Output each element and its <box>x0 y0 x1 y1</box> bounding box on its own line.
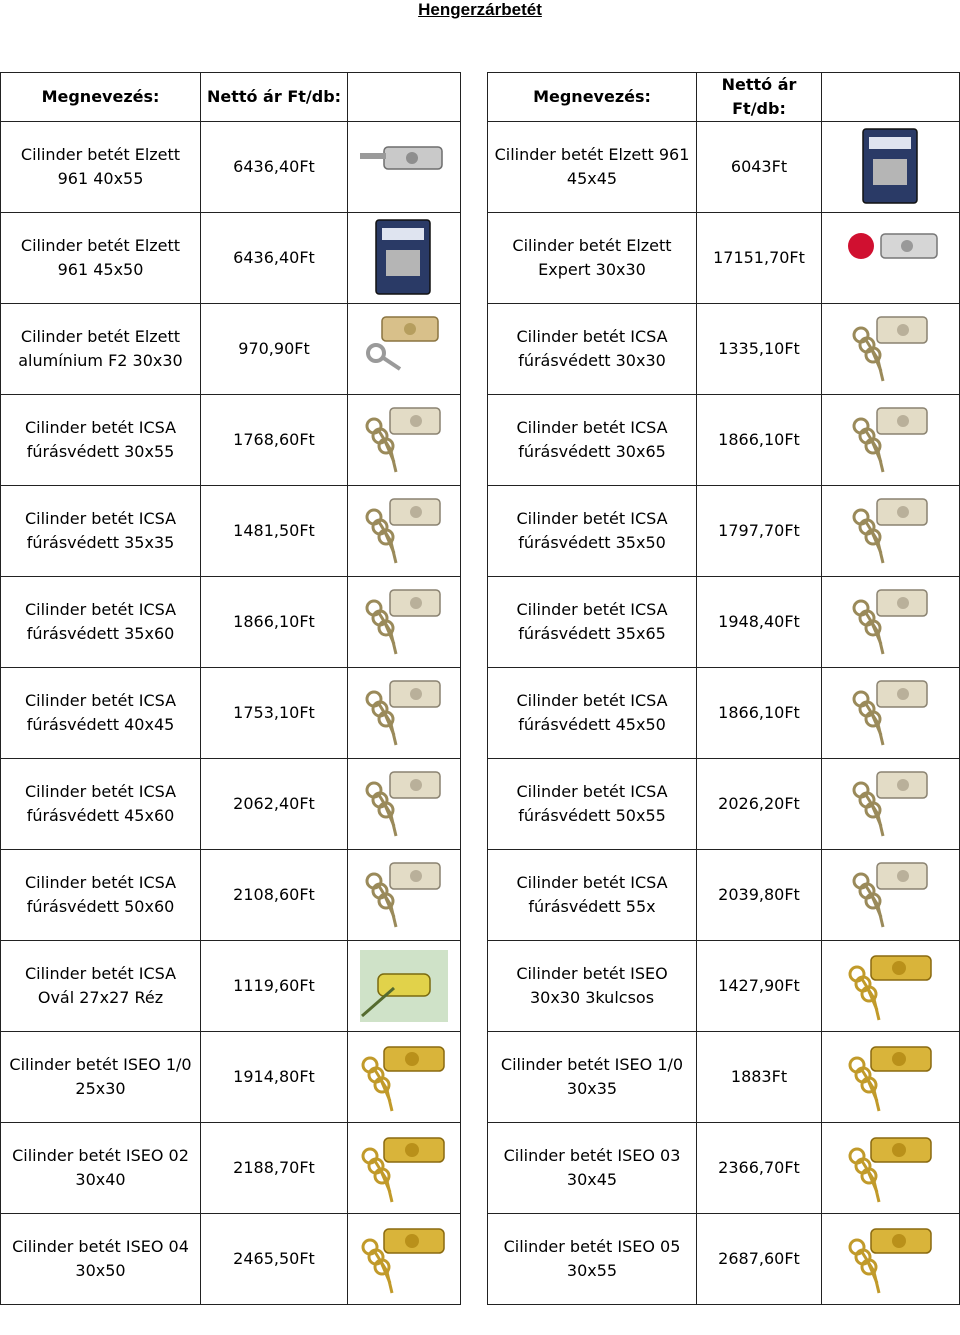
table-row <box>1 486 461 577</box>
lock-cylinder-icon <box>841 580 941 664</box>
table-row <box>1 1032 461 1123</box>
product-price: 2108,60Ft <box>201 850 348 941</box>
product-price: 1481,50Ft <box>201 486 348 577</box>
header-image <box>822 73 960 122</box>
table-header-row <box>1 73 461 122</box>
product-image <box>822 1123 960 1214</box>
lock-cylinder-icon <box>841 853 941 937</box>
lock-cylinder-icon <box>841 125 941 209</box>
table-row <box>488 304 960 395</box>
lock-cylinder-icon <box>354 1126 454 1210</box>
product-image <box>348 1032 461 1123</box>
table-row <box>488 850 960 941</box>
product-price: 1768,60Ft <box>201 395 348 486</box>
product-price: 1335,10Ft <box>697 304 822 395</box>
product-name: Cilinder betét ICSA fúrásvédett 30x30 <box>488 304 697 395</box>
product-image <box>348 759 461 850</box>
lock-cylinder-icon <box>354 1217 454 1301</box>
product-image <box>348 395 461 486</box>
header-name: Megnevezés: <box>488 73 697 122</box>
table-row <box>1 941 461 1032</box>
lock-cylinder-icon <box>841 1035 941 1119</box>
product-name: Cilinder betét ISEO 02 30x40 <box>1 1123 201 1214</box>
table-row <box>488 668 960 759</box>
product-name: Cilinder betét Elzett Expert 30x30 <box>488 213 697 304</box>
lock-cylinder-icon <box>841 1217 941 1301</box>
lock-cylinder-icon <box>354 944 454 1028</box>
lock-cylinder-icon <box>841 307 941 391</box>
table-row <box>1 304 461 395</box>
product-image <box>822 1214 960 1305</box>
product-name: Cilinder betét ICSA Ovál 27x27 Réz <box>1 941 201 1032</box>
table-row <box>1 668 461 759</box>
product-name: Cilinder betét ICSA fúrásvédett 45x50 <box>488 668 697 759</box>
product-image <box>348 486 461 577</box>
table-row <box>488 486 960 577</box>
product-price: 2465,50Ft <box>201 1214 348 1305</box>
table-row <box>488 395 960 486</box>
price-table-right <box>487 72 960 1305</box>
header-price: Nettó ár Ft/db: <box>201 73 348 122</box>
product-image <box>822 668 960 759</box>
table-row <box>488 213 960 304</box>
product-name: Cilinder betét ISEO 05 30x55 <box>488 1214 697 1305</box>
product-name: Cilinder betét ICSA fúrásvédett 30x65 <box>488 395 697 486</box>
product-image <box>822 486 960 577</box>
product-price: 2366,70Ft <box>697 1123 822 1214</box>
product-name: Cilinder betét ICSA fúrásvédett 45x60 <box>1 759 201 850</box>
product-price: 6436,40Ft <box>201 122 348 213</box>
lock-cylinder-icon <box>841 216 941 300</box>
product-price: 1753,10Ft <box>201 668 348 759</box>
lock-cylinder-icon <box>841 944 941 1028</box>
product-price: 1866,10Ft <box>697 668 822 759</box>
product-name: Cilinder betét ICSA fúrásvédett 40x45 <box>1 668 201 759</box>
header-image <box>348 73 461 122</box>
product-name: Cilinder betét ISEO 03 30x45 <box>488 1123 697 1214</box>
product-name: Cilinder betét ICSA fúrásvédett 30x55 <box>1 395 201 486</box>
product-image <box>348 304 461 395</box>
product-image <box>822 1032 960 1123</box>
product-name: Cilinder betét ISEO 30x30 3kulcsos <box>488 941 697 1032</box>
product-name: Cilinder betét Elzett 961 40x55 <box>1 122 201 213</box>
table-row <box>488 122 960 213</box>
price-table-left <box>0 72 461 1305</box>
table-row <box>1 1214 461 1305</box>
product-name: Cilinder betét ICSA fúrásvédett 50x60 <box>1 850 201 941</box>
table-row <box>1 395 461 486</box>
product-name: Cilinder betét ICSA fúrásvédett 50x55 <box>488 759 697 850</box>
table-row <box>488 941 960 1032</box>
lock-cylinder-icon <box>354 853 454 937</box>
product-image <box>348 850 461 941</box>
lock-cylinder-icon <box>354 398 454 482</box>
product-price: 1866,10Ft <box>201 577 348 668</box>
product-image <box>822 304 960 395</box>
product-image <box>822 213 960 304</box>
product-image <box>822 759 960 850</box>
lock-cylinder-icon <box>354 216 454 300</box>
product-name: Cilinder betét ICSA fúrásvédett 35x65 <box>488 577 697 668</box>
product-price: 1948,40Ft <box>697 577 822 668</box>
product-image <box>822 395 960 486</box>
table-row <box>1 213 461 304</box>
header-price: Nettó ár Ft/db: <box>697 73 822 122</box>
product-price: 970,90Ft <box>201 304 348 395</box>
product-price: 2188,70Ft <box>201 1123 348 1214</box>
product-image <box>822 577 960 668</box>
product-image <box>822 122 960 213</box>
table-header-row <box>488 73 960 122</box>
product-name: Cilinder betét Elzett 961 45x50 <box>1 213 201 304</box>
product-image <box>348 577 461 668</box>
table-row <box>488 759 960 850</box>
product-image <box>348 1214 461 1305</box>
product-name: Cilinder betét ICSA fúrásvédett 35x50 <box>488 486 697 577</box>
product-price: 2039,80Ft <box>697 850 822 941</box>
lock-cylinder-icon <box>354 125 454 209</box>
lock-cylinder-icon <box>354 671 454 755</box>
product-image <box>348 941 461 1032</box>
product-image <box>348 122 461 213</box>
table-row <box>488 1123 960 1214</box>
product-name: Cilinder betét ICSA fúrásvédett 35x35 <box>1 486 201 577</box>
product-image <box>348 213 461 304</box>
product-price: 2026,20Ft <box>697 759 822 850</box>
product-name: Cilinder betét Elzett alumínium F2 30x30 <box>1 304 201 395</box>
product-price: 1797,70Ft <box>697 486 822 577</box>
table-row <box>488 1032 960 1123</box>
product-name: Cilinder betét Elzett 961 45x45 <box>488 122 697 213</box>
product-price: 2687,60Ft <box>697 1214 822 1305</box>
table-row <box>488 1214 960 1305</box>
product-price: 1866,10Ft <box>697 395 822 486</box>
product-price: 1119,60Ft <box>201 941 348 1032</box>
page-title: Hengerzárbetét <box>418 0 542 19</box>
product-price: 1914,80Ft <box>201 1032 348 1123</box>
product-name: Cilinder betét ICSA fúrásvédett 35x60 <box>1 577 201 668</box>
table-row <box>1 122 461 213</box>
product-price: 6436,40Ft <box>201 213 348 304</box>
lock-cylinder-icon <box>354 580 454 664</box>
product-price: 17151,70Ft <box>697 213 822 304</box>
lock-cylinder-icon <box>841 1126 941 1210</box>
product-image <box>822 941 960 1032</box>
product-image <box>822 850 960 941</box>
product-name: Cilinder betét ISEO 1/0 30x35 <box>488 1032 697 1123</box>
lock-cylinder-icon <box>354 1035 454 1119</box>
product-image <box>348 668 461 759</box>
lock-cylinder-icon <box>354 489 454 573</box>
lock-cylinder-icon <box>841 398 941 482</box>
product-name: Cilinder betét ISEO 04 30x50 <box>1 1214 201 1305</box>
table-row <box>1 759 461 850</box>
table-row <box>488 577 960 668</box>
lock-cylinder-icon <box>841 762 941 846</box>
product-name: Cilinder betét ISEO 1/0 25x30 <box>1 1032 201 1123</box>
product-price: 6043Ft <box>697 122 822 213</box>
table-row <box>1 850 461 941</box>
table-row <box>1 1123 461 1214</box>
lock-cylinder-icon <box>354 307 454 391</box>
product-price: 1883Ft <box>697 1032 822 1123</box>
product-price: 2062,40Ft <box>201 759 348 850</box>
lock-cylinder-icon <box>841 489 941 573</box>
product-price: 1427,90Ft <box>697 941 822 1032</box>
table-row <box>1 577 461 668</box>
product-name: Cilinder betét ICSA fúrásvédett 55x <box>488 850 697 941</box>
product-image <box>348 1123 461 1214</box>
lock-cylinder-icon <box>354 762 454 846</box>
lock-cylinder-icon <box>841 671 941 755</box>
header-name: Megnevezés: <box>1 73 201 122</box>
